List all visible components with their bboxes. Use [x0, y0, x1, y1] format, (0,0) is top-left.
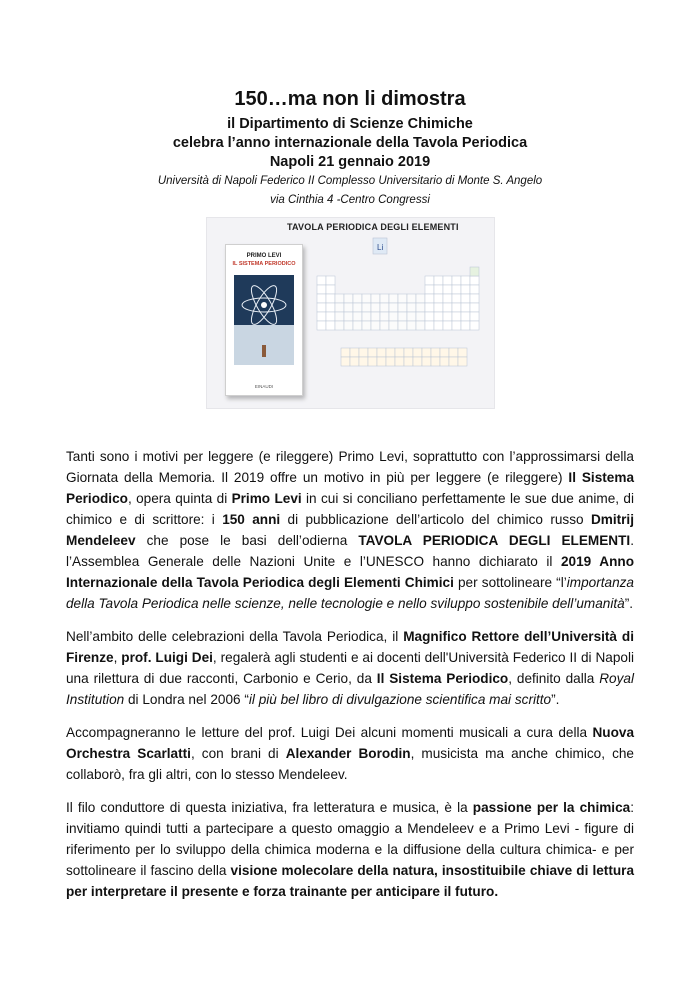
passion-highlight: passione per la chimica: [472, 800, 631, 815]
book-title: IL SISTEMA PERIODICO: [232, 261, 296, 267]
document-header: [0, 88, 700, 206]
royal-institution-quote: il più bel libro di divulgazione scientifica mai scritto: [248, 692, 552, 707]
book-author: PRIMO LEVI: [246, 253, 282, 259]
text-span: , regalerà agli studenti e ai docenti dell'Università Federico II di Napoli una rilettura di due racconti, Carbonio e Cerio, da: [66, 650, 635, 686]
institution-name: Royal Institution: [66, 671, 634, 707]
text-span: di Londra nel 2006 “: [124, 692, 249, 707]
text-span: Nell’ambito delle celebrazioni della Tavola Periodica, il: [66, 629, 404, 644]
text-span: di pubblicazione dell’articolo del chimico russo: [280, 512, 591, 527]
book-and-periodic-table-photo: [206, 217, 495, 409]
text-span: , con brani di: [190, 746, 286, 761]
anniversary-highlight: 150 anni: [222, 512, 281, 527]
book-name: Il Sistema Periodico: [66, 470, 635, 506]
text-span: : invitiamo quindi tutti a partecipare a questo omaggio a Mendeleev e a Primo Levi - figure di riferimento per lo sviluppo della chimica moderna e la diffusione della cultura chimica- e per sottolineare il fascino della: [66, 800, 634, 878]
vision-highlight: visione molecolare della natura, insostituibile chiave di lettura per interpretare il presente e forza trainante per anticipare il futuro.: [66, 863, 634, 899]
text-span: che pose le basi dell’odierna: [135, 533, 359, 548]
unesco-quote: importanza della Tavola Periodica nelle scienze, nelle tecnologie e nello sviluppo sostenibile dell’umanità: [66, 575, 634, 611]
chemist-name: Dmitrij Mendeleev: [66, 512, 634, 548]
rector-title: Magnifico Rettore dell’Università di Firenze: [66, 629, 634, 665]
text-span: in cui si conciliano perfettamente le sue due anime, di chimico e di scrittore: i: [66, 491, 634, 527]
text-span: per sottolineare “l’: [453, 575, 567, 590]
text-span: ,: [113, 650, 122, 665]
text-span: Il filo conduttore di questa iniziativa, fra letteratura e musica, è la: [66, 800, 473, 815]
paragraph-music: [66, 722, 634, 785]
book-publisher: EINAUDI: [254, 384, 274, 389]
poster-title: TAVOLA PERIODICA DEGLI ELEMENTI: [287, 222, 459, 232]
book-cover: [225, 244, 303, 396]
paragraph-closing: [66, 797, 634, 902]
paragraph-celebration: [66, 626, 634, 710]
text-span: Tanti sono i motivi per leggere (e rileggere) Primo Levi, soprattutto con l’approssimarsi della Giornata della Memoria. Il 2019 offre un motivo in più per leggere (e rileggere): [66, 449, 634, 485]
date-line: Napoli 21 gennaio 2019: [269, 154, 431, 170]
international-year-highlight: 2019 Anno Internazionale della Tavola Periodica degli Elementi Chimici: [66, 554, 634, 590]
periodic-table-highlight: TAVOLA PERIODICA DEGLI ELEMENTI: [358, 533, 631, 548]
text-span: . l’Assemblea Generale delle Nazioni Unite e l’UNESCO hanno dichiarato il: [66, 533, 634, 569]
celebration-line: celebra l’anno internazionale della Tavola Periodica: [172, 135, 528, 151]
speaker-name: prof. Luigi Dei: [121, 650, 213, 665]
text-span: , musicista ma anche chimico, che collaborò, fra gli altri, con lo stesso Mendeleev.: [66, 746, 634, 782]
orchestra-name: Nuova Orchestra Scarlatti: [66, 725, 634, 761]
paragraph-intro: [66, 446, 634, 614]
composer-name: Alexander Borodin: [285, 746, 411, 761]
text-span: , opera quinta di: [127, 491, 232, 506]
venue-line: Università di Napoli Federico II Complesso Universitario di Monte S. Angelo: [157, 175, 543, 187]
text-span: ”.: [551, 692, 560, 707]
book-name: Il Sistema Periodico: [376, 671, 509, 686]
periodic-table-poster: [311, 236, 489, 401]
text-span: ”.: [624, 596, 634, 611]
department-line: il Dipartimento di Scienze Chimiche: [227, 116, 473, 132]
author-name: Primo Levi: [231, 491, 302, 506]
document-title: 150…ma non li dimostra: [234, 88, 466, 110]
atom-illustration: [234, 275, 294, 365]
address-line: via Cinthia 4 -Centro Congressi: [270, 194, 430, 206]
text-span: , definito dalla: [508, 671, 600, 686]
article-body: [66, 446, 634, 914]
text-span: Accompagneranno le letture del prof. Luigi Dei alcuni momenti musicali a cura della: [66, 725, 593, 740]
poster-element-symbol: Li: [377, 243, 384, 252]
